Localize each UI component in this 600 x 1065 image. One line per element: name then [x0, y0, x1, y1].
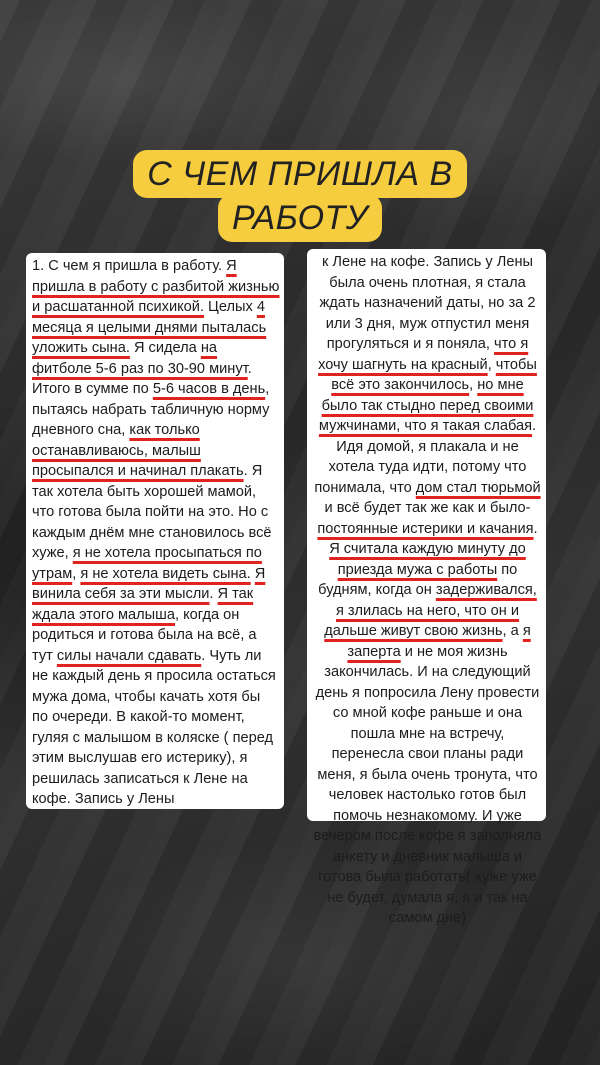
text-segment: по будням, когда он [318, 561, 518, 598]
text-segment: . Чуть ли не каждый день я просила остаться мужа дома, чтобы качать хотя бы по очереди. В какой-то момент, гуляя с малышом в коляске ( перед этим выслушав его истерику), я решилась записаться к Лене на кофе. Запись у Лены [32, 647, 276, 807]
text-segment: Целых [204, 299, 257, 315]
text-segment: , а [502, 623, 523, 639]
text-segment: . Итого в сумме по [32, 360, 252, 397]
title-line-2: РАБОТУ [218, 194, 382, 242]
text-segment: 1. С чем я пришла в работу. [32, 258, 227, 274]
text-segment: Я сидела [129, 340, 201, 356]
left-text-card [26, 253, 284, 809]
underlined-phrase: 4 месяца я целыми днями пыталась уложить сына. [32, 299, 267, 356]
underlined-phrase: я не хотела видеть сына. [80, 565, 251, 582]
text-segment: . [533, 520, 538, 537]
underlined-phrase: я заперта [347, 623, 531, 660]
title-line-1: С ЧЕМ ПРИШЛА В [133, 150, 466, 198]
underlined-phrase: Я так ждала этого малыша [32, 586, 254, 623]
right-text-card [307, 249, 546, 926]
text-segment: , пытаясь набрать табличную норму дневного сна, [32, 381, 270, 438]
underlined-phrase: задерживался, я злилась на него, что он и дальше живут свою жизнь [324, 582, 537, 639]
underlined-phrase: силы начали сдавать [56, 647, 202, 664]
underlined-phrase: Я пришла в работу с разбитой жизнью и расшатанной психикой. [32, 258, 280, 315]
title-banner [0, 150, 600, 242]
underlined-phrase: как только останавливаюсь, малыш просыпался и начинал плакать [32, 422, 244, 479]
text-segment: , [487, 356, 496, 373]
text-segment: , [469, 377, 478, 393]
underlined-phrase: 5-6 часов в день [152, 381, 266, 397]
underlined-phrase: я не хотела просыпаться по утрам [32, 545, 262, 582]
text-segment: и не моя жизнь закончилась. И на следующий день я попросила Лену провести со мной кофе раньше и она пошла мне на встречу, перенесла свои планы ради меня, я была очень тронута, что человек настолько готов был помочь незнакомому. И уже вечером после кофе я заполняла анкету и дневник малыша и готова была работать( хуже уже не будет, думала я, я и так на самом дне) [313, 643, 542, 926]
text-segment: , когда он родиться и готова была на всё, а тут [32, 606, 257, 664]
text-segment: к Лене на кофе. Запись у Лены была очень плотная, я стала ждать назначений даты, но за 2 или 3 дня, муж отпустил меня прогуляться и я поняла, [319, 254, 536, 352]
text-segment: . Я так хотела быть хорошей мамой, что готова была пойти на это. Но с каждым днём мне становилось всё хуже, [32, 463, 272, 561]
text-segment: и всё будет так же как и было- [324, 500, 531, 516]
underlined-phrase: Я винила себя за эти мысли [32, 565, 266, 602]
underlined-phrase: что я хочу шагнуть на красный [318, 336, 529, 373]
underlined-phrase: чтобы всё это закончилось [331, 356, 537, 393]
text-segment: . Идя домой, я плакала и не хотела туда идти, потому что понимала, что [314, 418, 537, 496]
underlined-phrase: но мне было так стыдно перед своими мужчинами, что я такая слабая [318, 377, 534, 434]
text-segment: . [209, 586, 218, 602]
underlined-phrase: дом стал тюрьмой [415, 479, 541, 496]
underlined-phrase: постоянные истерики и качания [317, 520, 534, 537]
text-segment: , [72, 565, 81, 582]
underlined-phrase: на фитболе 5-6 раз по 30-90 минут [32, 340, 248, 377]
underlined-phrase: Я считала каждую минуту до приезда мужа с работы [329, 541, 526, 578]
